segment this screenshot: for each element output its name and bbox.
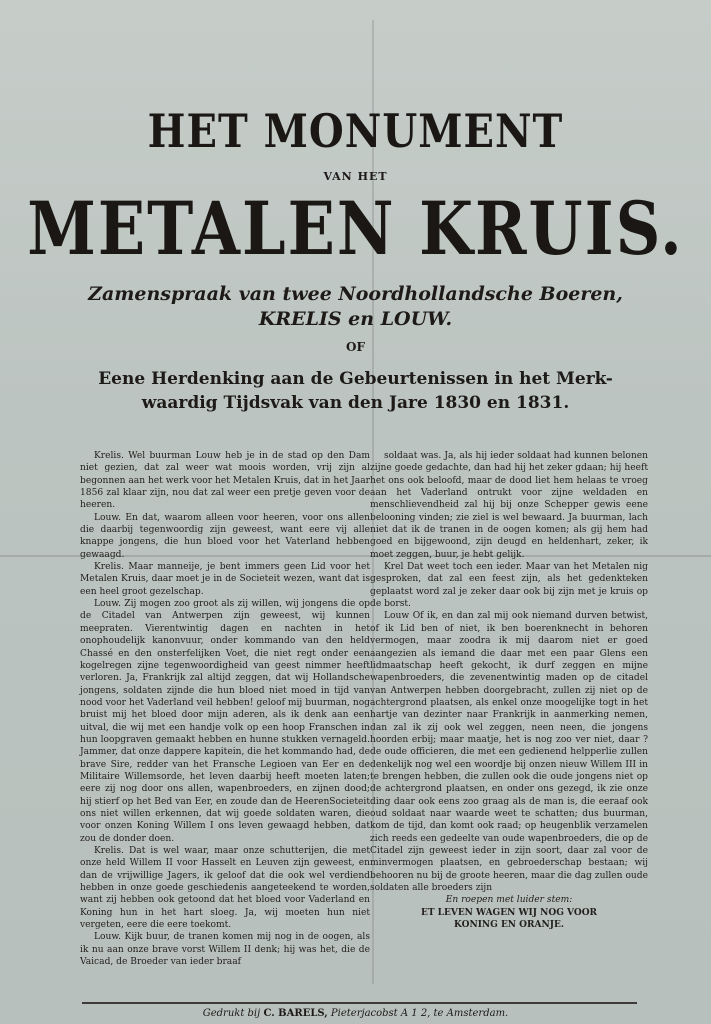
subtitle-names: KRELIS en LOUW. — [258, 308, 453, 330]
title-connector: VAN HET — [323, 170, 388, 183]
heading — [0, 367, 711, 415]
motto-line-1: ET LEVEN WAGEN WIJ NOG VOOR — [420, 907, 598, 918]
motto — [370, 907, 648, 931]
title-line-1: HET MONUMENT — [147, 104, 564, 159]
paragraph: Krel Dat weet toch een ieder. Maar van het Metalen nig gesproken, dat zal een feest zijn, als het gedenkteken geplaatst word zal je zeker daar ook bij zijn met je kruis op de borst. — [370, 562, 648, 610]
heading-line-2: waardig Tijdsvak van den Jare 1830 en 1831. — [141, 393, 570, 413]
bottom-rule — [82, 1002, 637, 1004]
heading-line-1: Eene Herdenking aan de Gebeurtenissen in het Merk- — [98, 369, 613, 389]
paragraph: Louw. Zij mogen zoo groot als zij willen, wij jongens die op de Citadel van Antwerpen zijn geweest, wij kunnen meepraten. Vierentwintig dagen en nachten in het onophoudelijk kanonvuur, onder kommando van den held Chassé en den onsterfelijken Voet, die niet regt onder een kogelregen zijne tegenwoordigheid van geest nimmer heeft verloren. Ja, Frankrijk zal altijd zeggen, dat wij Hollandsche jongens, soldaten zijnde die hun bloed niet moed in tijd van nood voor het Vaderland veil hebben! geloof mij buurman, nog bruist mij het bloed door mijn aderen, als ik denk aan een uitval, die wij met een handje volk op een hoop Franschen in hun loopgraven gemaakt hebben en hunne stukken vernageld. Jammer, dat onze dappere kapitein, die het kommando had, de brave Sire, redder van het Fransche Legioen van Eer en de Militaire Willemsorde, het leven daarbij heeft moeten laten; eere zij nog door ons allen, wapenbroeders, en zijnen dood; hij stierf op het Bed van Eer, en zoude dan de HeerenSocieteit ons niet willen erkennen, dat wij goede soldaten waren, die voor onzen Koning Willem I ons leven gewaagd hebben, dat zou de donder doen. — [80, 599, 370, 844]
paragraph: Krelis. Dat is wel waar, maar onze schutterijen, die met onze held Willem II voor Hasselt en Leuven zijn geweest, en dan de vrijwillige Jagers, ik geloof dat die ook wel verdiend hebben in onze goede geschiedenis aangeteekend te worden, want zij hebben ook getoond dat het bloed voor Vaderland en Koning hun in het hart sloeg. Ja, wij moeten hun niet vergeten, eere die eere toekomt. — [80, 846, 370, 931]
paragraph: Krelis. Maar manneije, je bent immers geen Lid voor het Metalen Kruis, daar moet je in de Societeit wezen, want dat is een heel groot gezelschap. — [80, 562, 370, 597]
paragraph: Louw Of ik, en dan zal mij ook niemand durven betwist, of ik Lid ben of niet, ik ben boerenknecht in behoren vermogen, maar zoodra ik mij daarom niet er goed aangezien als iemand die daar met een paar Glens een lidmaatschap heeft gekocht, ik durf zeggen en mijne wapenbroeders, die zevenentwintig maden op de citadel van Antwerpen hebben doorgebracht, zullen zij niet op de achtergrond plaatsen, als enkel onze moogelijke togt in het hartje van dezinter naar Frankrijk in aanmerking nemen, dan zal ik zij ook wel zeggen, neen neen, die jongens hoorden erbij; maar maatje, het is nog zoo ver niet, daar ? de oude officieren, die met een gedienend helpperlie zullen denkelijk nog wel een woordje bij onzen nieuw Willem III in te brengen hebben, die zullen ook die oude jongens niet op de achtergrond plaatsen, en onder ons gezegd, ik zie onze ding daar ook eens zoo graag als de man is, die eeraaf ook oud soldaat naar waarde weet te schatten; dus buurman, kom de tijd, dan komt ook raad; op heugenblik verzamelen zich reeds een gedeelte van oude wapenbroeders, die op de Citadel zijn geweest ieder in zijn soort, daar zal voor de minvermogen plaatsen, en gebroederschap bestaan; wij behooren nu bij de groote heeren, maar die dag zullen oude soldaten alle broeders zijn — [370, 611, 648, 894]
right-column — [370, 450, 648, 931]
paragraph: Louw. En dat, waarom alleen voor heeren, voor ons allen die daarbij tegenwoordig zijn geweest, want eere vij alle knappe jongens, die hun bloed voor het Vaterland hebben gewaagd. — [80, 512, 370, 560]
title-line-2: METALEN KRUIS. — [27, 185, 684, 272]
subtitle-text: Zamenspraak van twee Noordhollandsche Boeren, — [88, 283, 623, 305]
printer-prefix: Gedrukt bij — [202, 1008, 261, 1019]
subtitle — [0, 282, 711, 332]
printer-imprint — [0, 1008, 711, 1019]
or-separator: OF — [346, 340, 365, 354]
printer-name: C. BARELS, — [263, 1008, 328, 1019]
paragraph: Krelis. Wel buurman Louw heb je in de stad op den Dam niet gezien, dat zal weer wat moois worden, vrij zijn al begonnen aan het werk voor het Metalen Kruis, dat in het Jaar 1856 zal klaar zijn, nou dat zal weer een pretje geven voor de heeren. — [80, 451, 370, 511]
paragraph: soldaat was. Ja, als hij ieder soldaat had kunnen belonen zijne goede gedachte, dan had hij het zeker gdaan; hij heeft het ons ook beloofd, maar de dood liet hem helaas te vroeg aan het Vaderland ontrukt voor zijne weldaden en menschlievendheid zal hij bij onze Schepper gewis eene belooning vinden; zie ziel is wel bewaard. Ja buurman, lach niet dat ik de tranen in de oogen komen; als gij hem had goed en bijgewoond, zijn deugd en heldenhart, zeker, ik moet zeggen, buur, je hebt gelijk. — [370, 451, 648, 560]
printer-address: Pieterjacobst A 1 2, te Amsterdam. — [330, 1008, 509, 1019]
closing-line: En roepen met luider stem: — [445, 895, 573, 906]
motto-line-2: KONING EN ORANJE. — [454, 919, 564, 930]
paragraph: Louw. Kijk buur, de tranen komen mij nog in de oogen, als ik nu aan onze brave vorst Willem II denk; hij was het, die de Vaicad, de Broeder van ieder braaf — [80, 932, 370, 968]
left-column — [80, 450, 370, 968]
